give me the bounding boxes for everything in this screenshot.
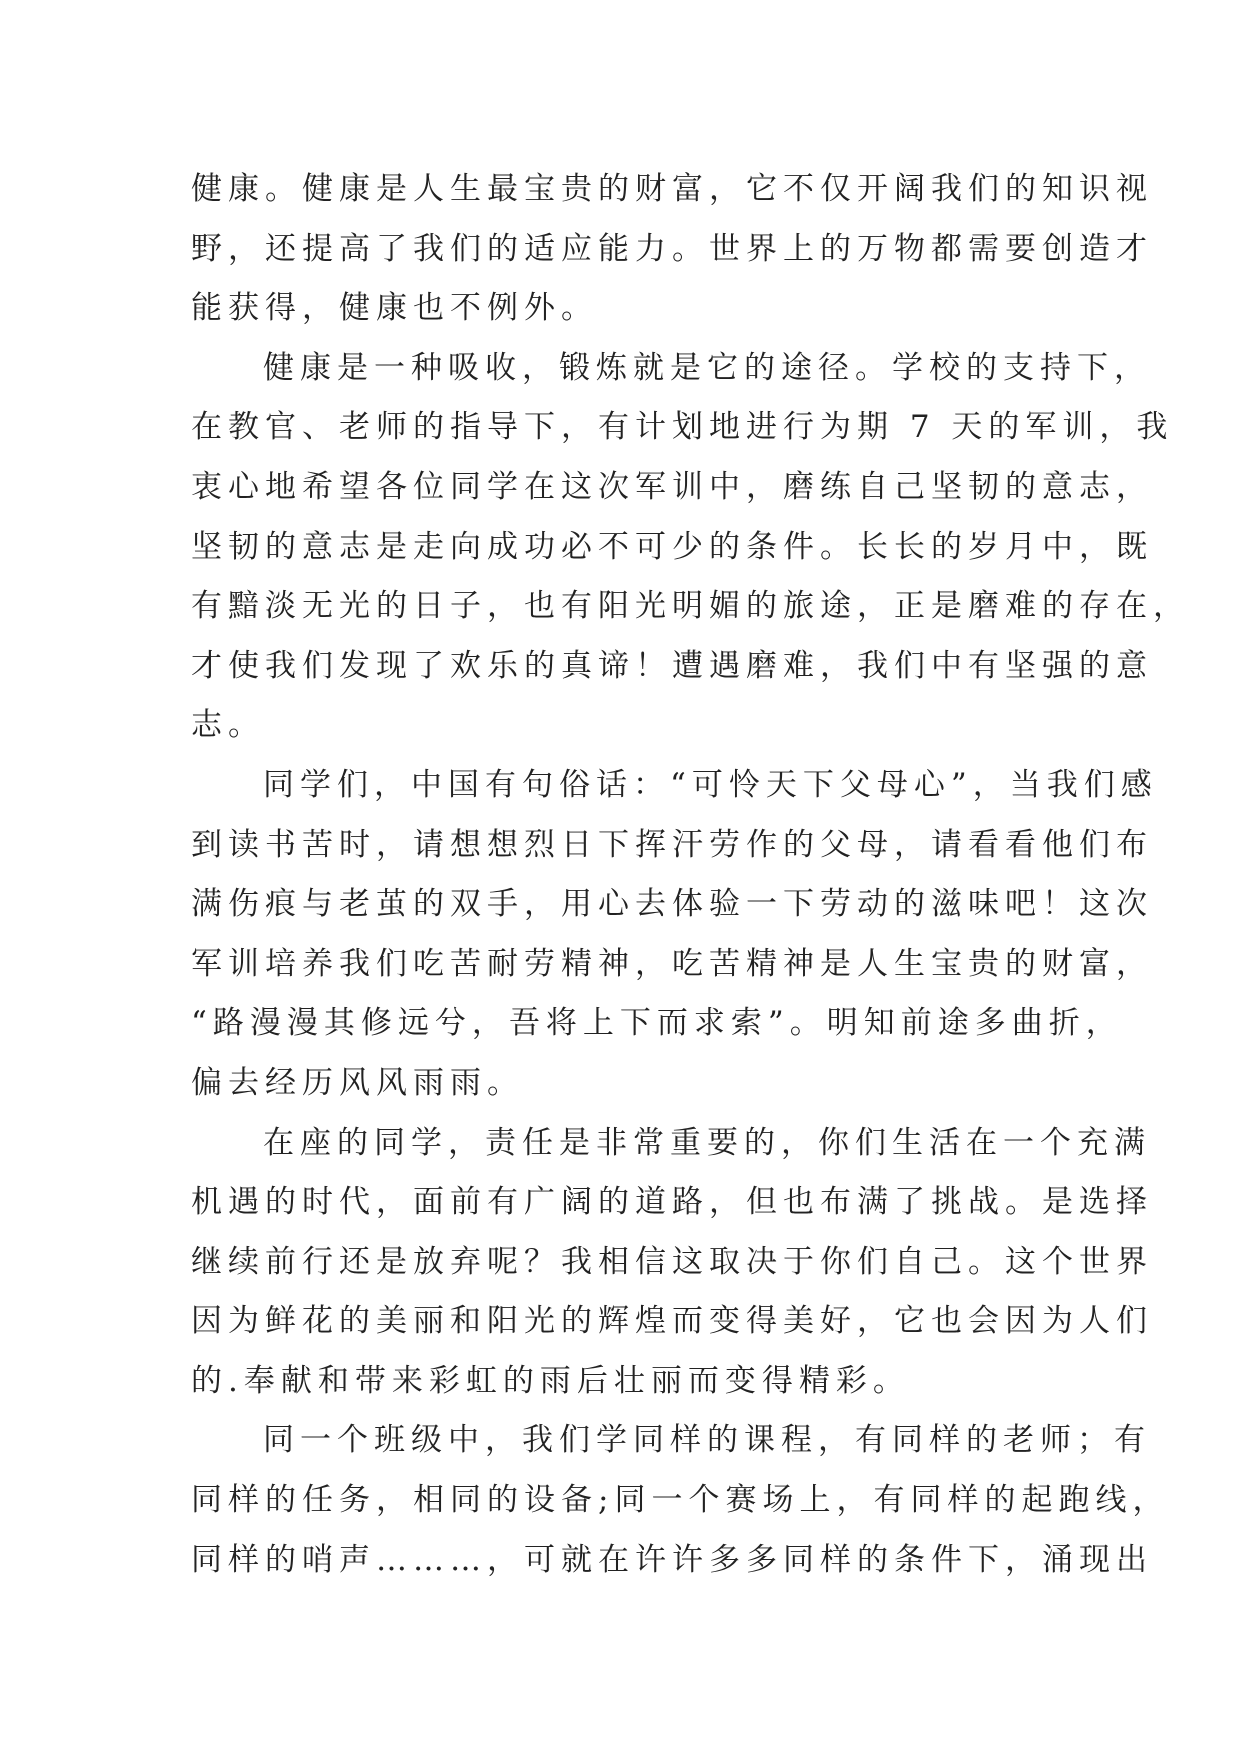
text-line: 机遇的时代，面前有广阔的道路，但也布满了挑战。是选择 — [191, 1184, 1153, 1221]
text-line: 的.奉献和带来彩虹的雨后壮丽而变得精彩。 — [191, 1362, 910, 1399]
paragraph-3 — [191, 756, 1158, 1114]
text-line: 满伤痕与老茧的双手，用心去体验一下劳动的滋味吧！这次 — [191, 886, 1153, 923]
text-line: 因为鲜花的美丽和阳光的辉煌而变得美好，它也会因为人们 — [191, 1303, 1153, 1340]
text-line: 偏去经历风风雨雨。 — [191, 1064, 524, 1101]
text-line: 在教官、老师的指导下，有计划地进行为期 7 天的军训，我 — [191, 409, 1174, 446]
text-line: 能获得，健康也不例外。 — [191, 290, 598, 327]
text-line: 才使我们发现了欢乐的真谛！遭遇磨难，我们中有坚强的意 — [191, 647, 1153, 684]
paragraph-2 — [191, 339, 1190, 756]
text-line: 在座的同学，责任是非常重要的，你们生活在一个充满 — [263, 1124, 1151, 1161]
paragraph-5 — [191, 1411, 1170, 1590]
text-line: 军训培养我们吃苦耐劳精神，吃苦精神是人生宝贵的财富， — [191, 945, 1153, 982]
text-line: 继续前行还是放弃呢？我相信这取决于你们自己。这个世界 — [191, 1243, 1153, 1280]
text-line: 同学们，中国有句俗话：“可怜天下父母心”，当我们感 — [263, 766, 1158, 803]
body-text — [191, 160, 1190, 1590]
text-line: “路漫漫其修远兮，吾将上下而求索”。明知前途多曲折， — [191, 1005, 1123, 1042]
text-line: 健康是一种吸收，锻炼就是它的途径。学校的支持下， — [263, 349, 1151, 386]
text-line: 同一个班级中，我们学同样的课程，有同样的老师；有 — [263, 1422, 1151, 1459]
text-line: 到读书苦时，请想想烈日下挥汗劳作的父母，请看看他们布 — [191, 826, 1153, 863]
text-line: 野，还提高了我们的适应能力。世界上的万物都需要创造才 — [191, 230, 1153, 267]
paragraph-4 — [191, 1114, 1153, 1412]
text-line: 衷心地希望各位同学在这次军训中，磨练自己坚韧的意志， — [191, 468, 1153, 505]
text-line: 健康。健康是人生最宝贵的财富，它不仅开阔我们的知识视 — [191, 171, 1153, 207]
text-line: 有黯淡无光的日子，也有阳光明媚的旅途，正是磨难的存在， — [191, 588, 1190, 625]
text-line: 坚韧的意志是走向成功必不可少的条件。长长的岁月中，既 — [191, 528, 1153, 565]
paragraph-1 — [191, 160, 1153, 339]
text-line: 同样的任务，相同的设备;同一个赛场上，有同样的起跑线， — [191, 1482, 1170, 1519]
text-line: 同样的哨声………，可就在许许多多同样的条件下，涌现出 — [191, 1541, 1153, 1578]
text-line: 志。 — [191, 707, 265, 744]
